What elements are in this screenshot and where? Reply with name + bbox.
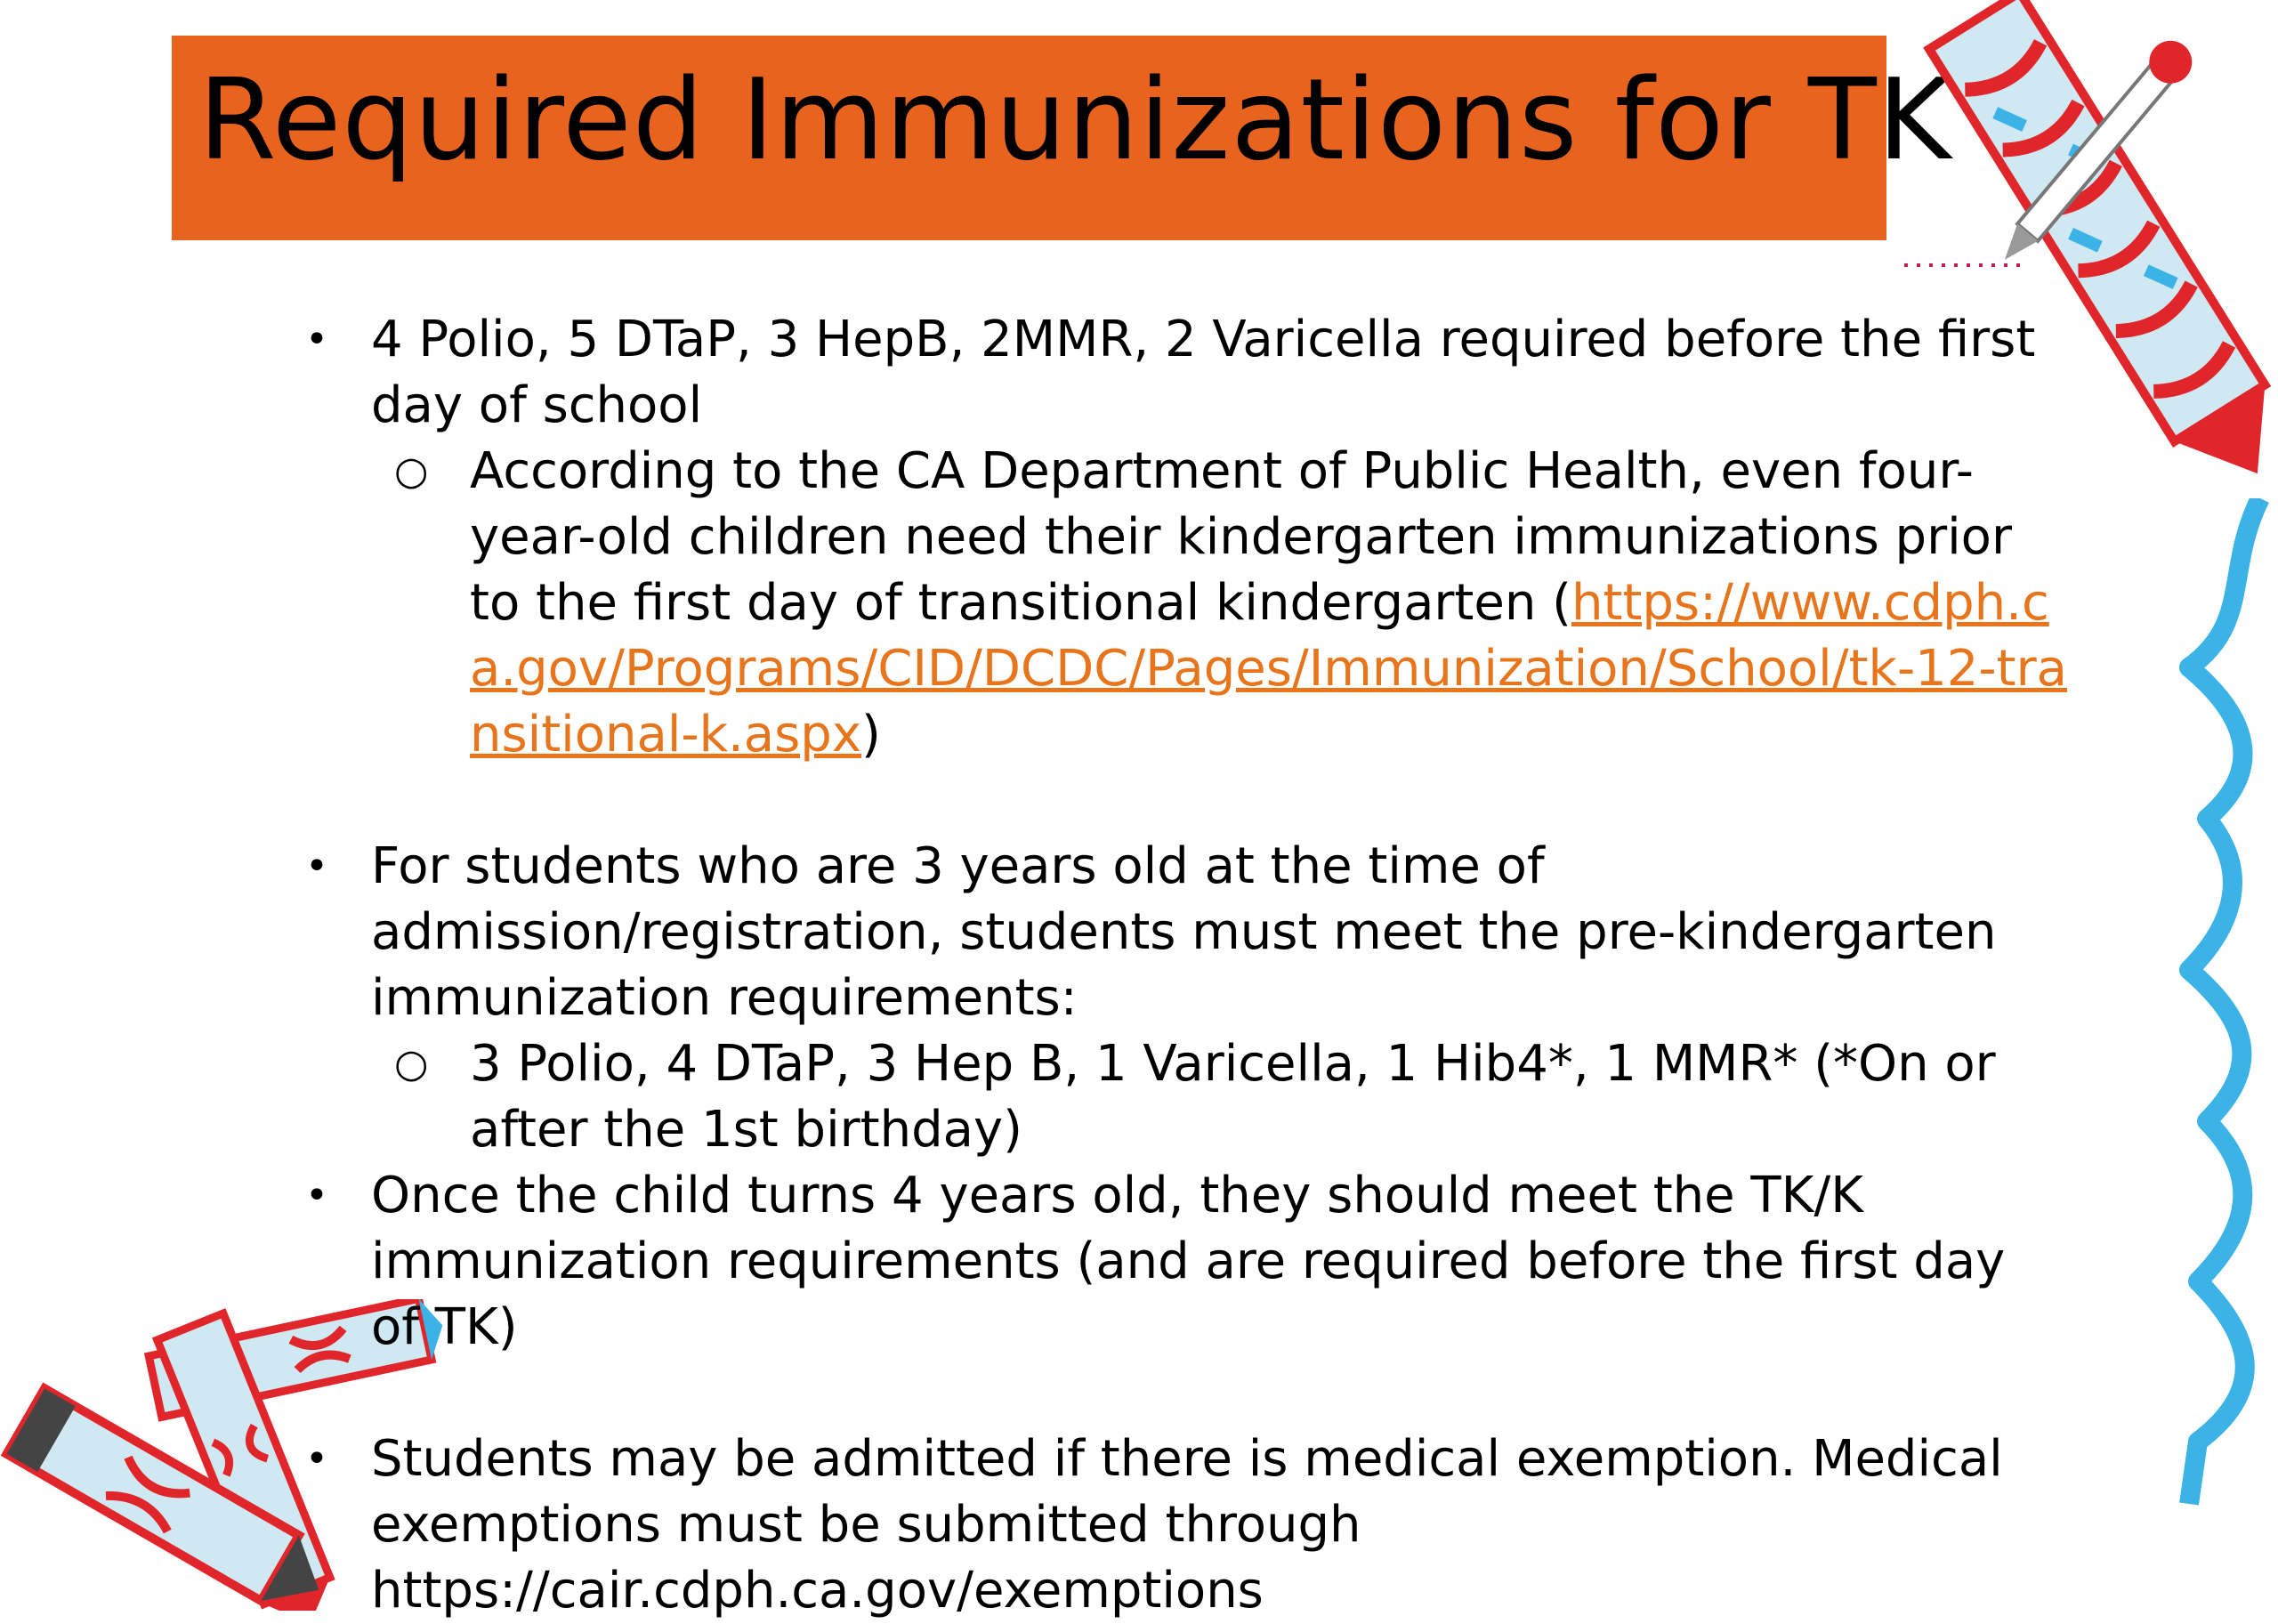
sub-bullet-marker: ○ bbox=[394, 1041, 429, 1087]
dotted-line bbox=[1904, 258, 2029, 276]
bullet-marker: • bbox=[305, 1173, 328, 1218]
bullet-text-4-year-olds: Once the child turns 4 years old, they should meet the TK/K immunization requirements (and are required before the first day of TK) bbox=[371, 1167, 2006, 1356]
wavy-blue-ribbon bbox=[2171, 498, 2278, 1513]
sub-bullet-close: ) bbox=[861, 706, 881, 764]
list-item bbox=[289, 834, 2069, 1031]
bullet-marker: • bbox=[305, 844, 328, 889]
sub-bullet-marker: ○ bbox=[394, 448, 429, 494]
sub-bullet-text-prek-vaccines: 3 Polio, 4 DTaP, 3 Hep B, 1 Varicella, 1 Hib4*, 1 MMR* (*On or after the 1st birthday) bbox=[470, 1035, 1996, 1159]
list-item bbox=[289, 439, 2069, 768]
title-banner bbox=[172, 36, 1952, 240]
bullet-list bbox=[289, 307, 2069, 1624]
bullet-marker: • bbox=[305, 317, 328, 362]
bullet-text-required-vaccines: 4 Polio, 5 DTaP, 3 HepB, 2MMR, 2 Varicella required before the first day of school bbox=[371, 311, 2036, 434]
list-item bbox=[289, 1031, 2069, 1163]
sub-bullet-text-cdph: According to the CA Department of Public Health, even four-year-old children need their kindergarten immunizations prior to the first day of transitional kindergarten ( bbox=[470, 442, 2012, 632]
list-item bbox=[289, 1163, 2069, 1361]
bullet-marker: • bbox=[305, 1436, 328, 1482]
list-item bbox=[289, 1426, 2069, 1624]
list-item bbox=[289, 307, 2069, 439]
cdph-link[interactable]: https://www.cdph.ca.gov/Programs/CID/DCDC/Pages/Immunization/School/tk-12-transitional-k.aspx bbox=[470, 574, 2067, 764]
bullet-text-medical-exemption: Students may be admitted if there is medical exemption. Medical exemptions must be submitted through https://cair.cdph.ca.gov/exemptions bbox=[371, 1430, 2003, 1620]
page-title: Required Immunizations for TK bbox=[198, 54, 1952, 185]
bullet-text-3-year-olds: For students who are 3 years old at the time of admission/registration, students must meet the pre-kindergarten immunization requirements: bbox=[371, 837, 1997, 1027]
